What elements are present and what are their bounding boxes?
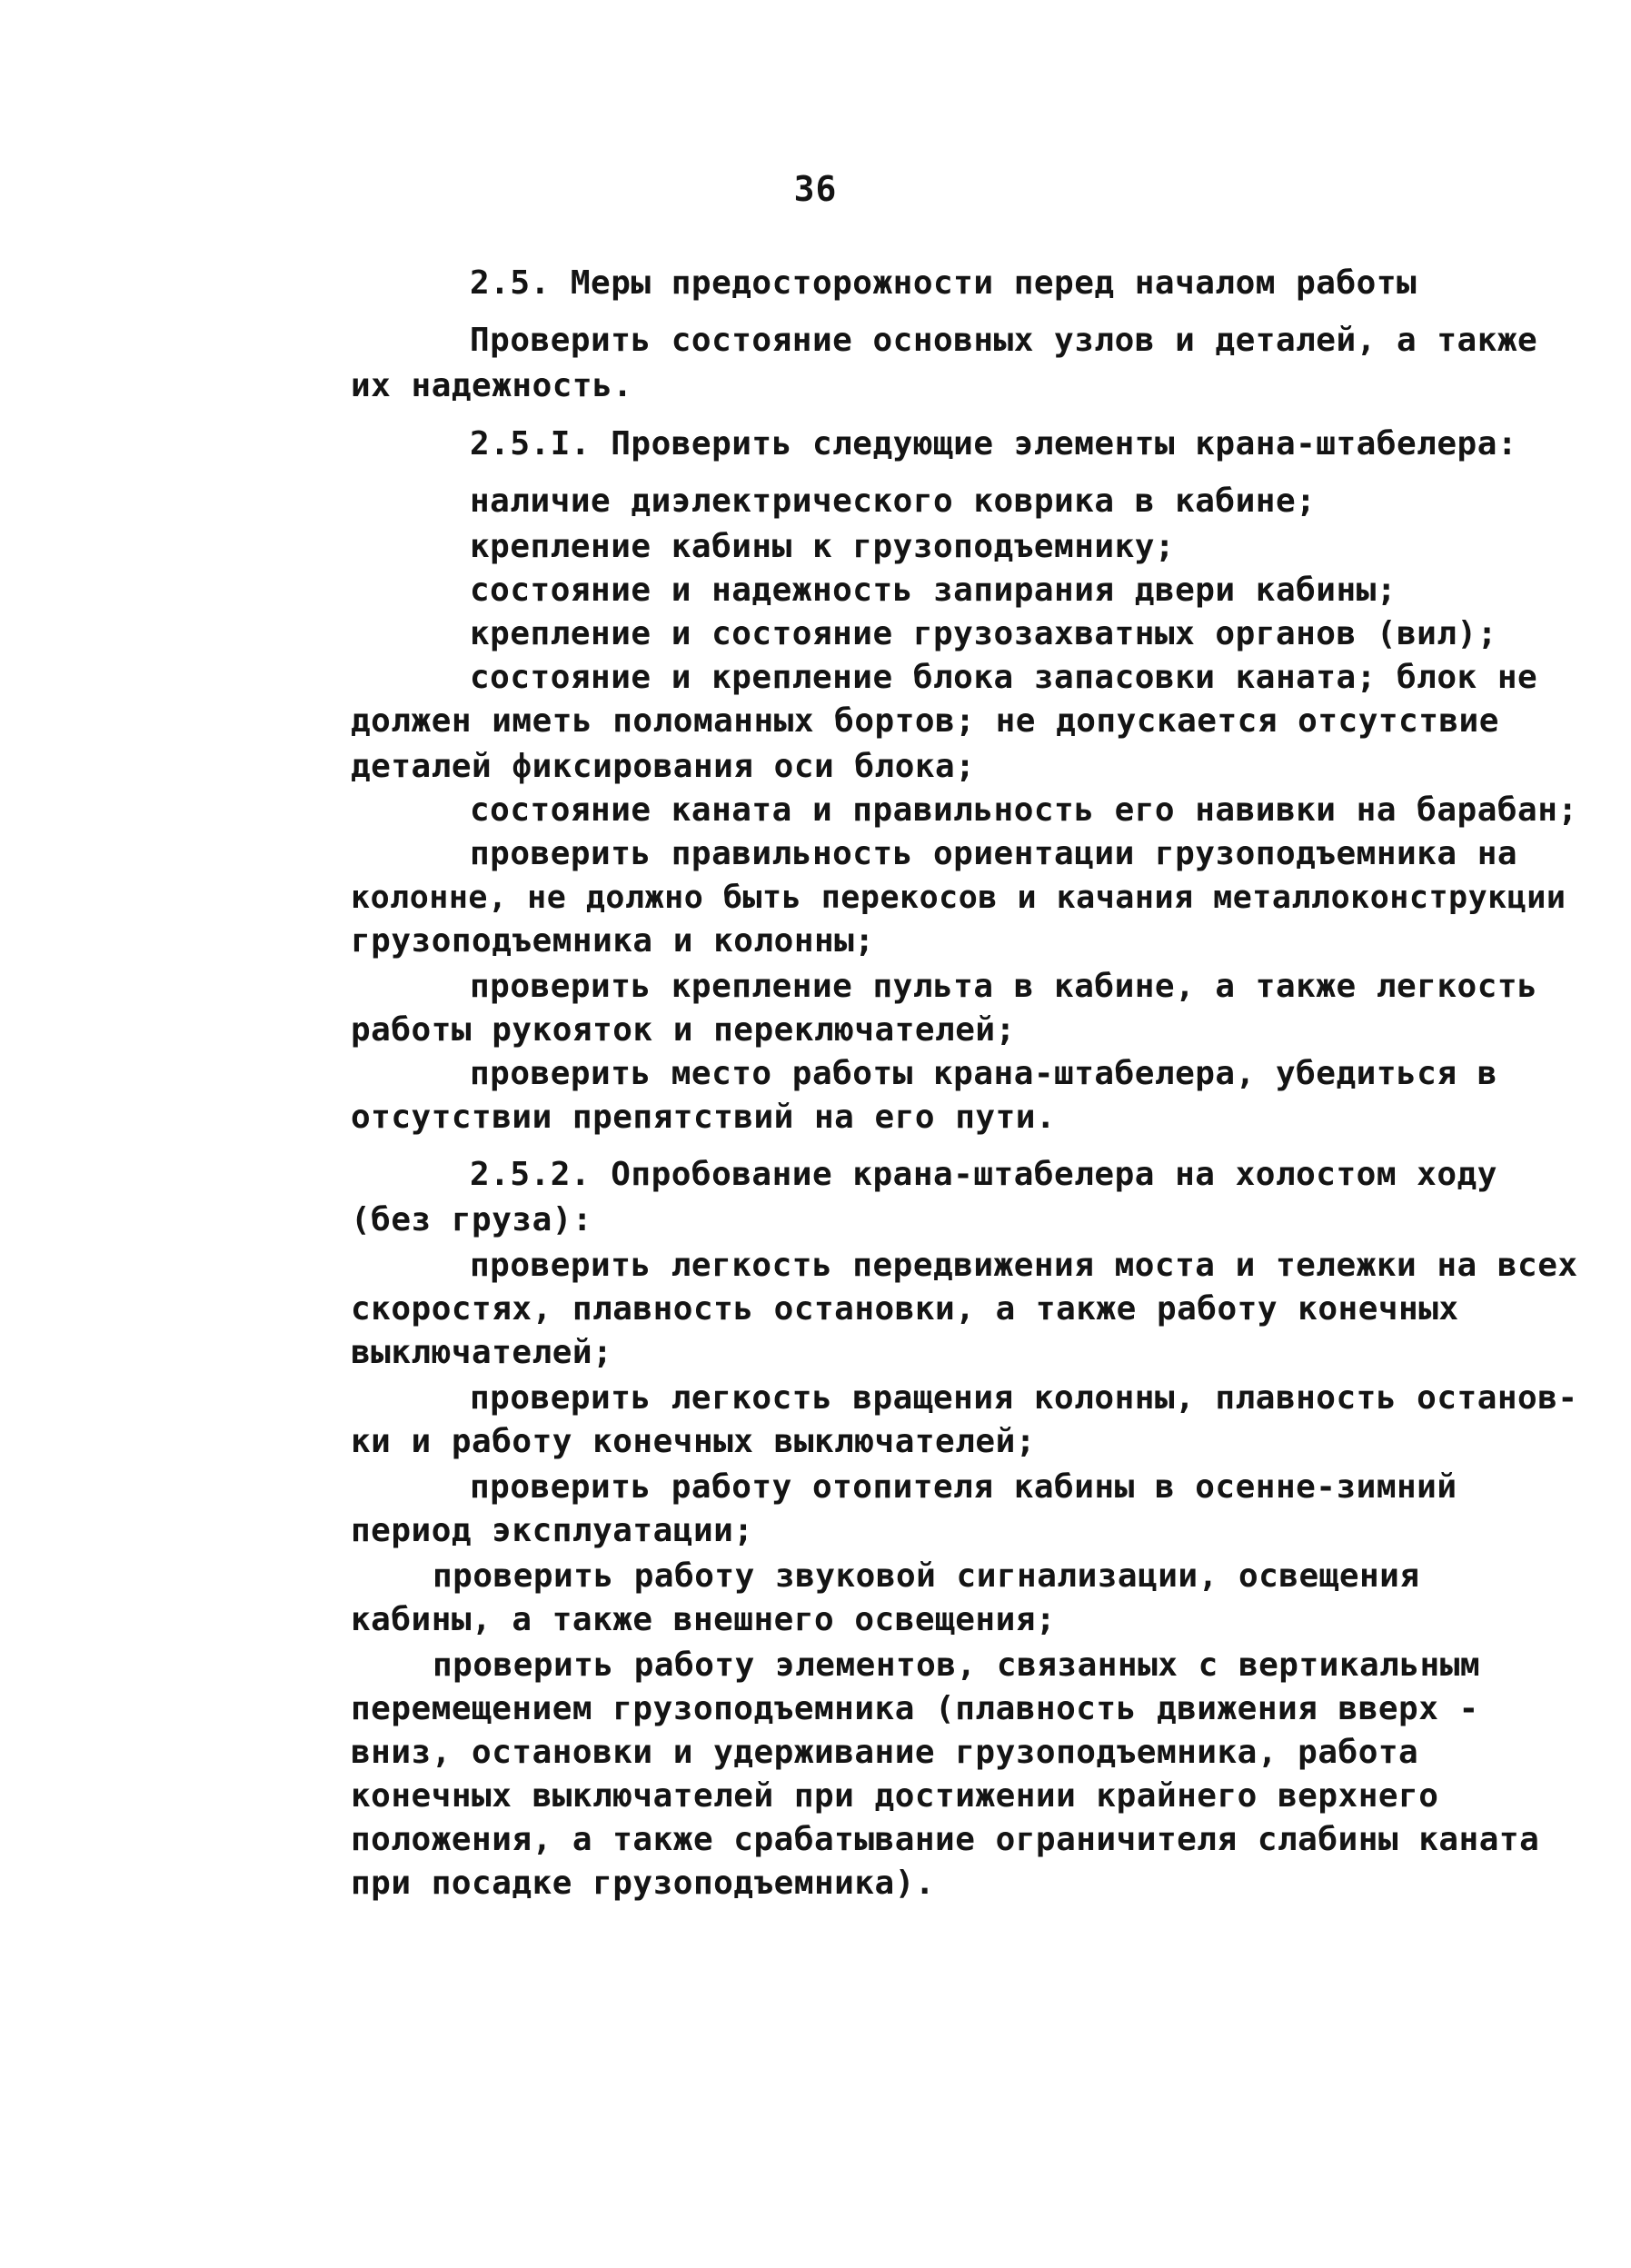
list-item: проверить работу звуковой сигнализации, освещения: [433, 1557, 1420, 1595]
text-line: их надежность.: [351, 367, 633, 404]
text-line: конечных выключателей при достижении крайнего верхнего: [351, 1777, 1439, 1815]
list-item: проверить крепление пульта в кабине, а также легкость: [470, 968, 1538, 1005]
text-line: должен иметь поломанных бортов; не допускается отсутствие: [351, 702, 1499, 740]
text-line: положения, а также срабатывание ограничителя слабины каната: [351, 1821, 1540, 1858]
subsection-heading: 2.5.2. Опробование крана-штабелера на холостом ходу: [470, 1156, 1497, 1193]
subsection-heading: 2.5.I. Проверить следующие элементы крана-штабелера:: [470, 425, 1518, 463]
text-line: (без груза):: [351, 1201, 593, 1238]
list-item: проверить место работы крана-штабелера, убедиться в: [470, 1055, 1497, 1092]
list-item: крепление кабины к грузоподъемнику;: [470, 528, 1176, 565]
list-item: проверить легкость вращения колонны, плавность останов-: [470, 1379, 1578, 1417]
text-line: Проверить состояние основных узлов и деталей, а также: [470, 322, 1538, 359]
text-line: выключателей;: [351, 1334, 613, 1371]
list-item: наличие диэлектрического коврика в кабине;: [470, 482, 1317, 520]
list-item: состояние каната и правильность его навивки на барабан;: [470, 791, 1578, 829]
list-item: крепление и состояние грузозахватных органов (вил);: [470, 615, 1497, 652]
text-line: ки и работу конечных выключателей;: [351, 1423, 1036, 1460]
text-line: при посадке грузоподъемника).: [351, 1865, 936, 1902]
page-number: 36: [793, 169, 838, 209]
text-line: грузоподъемника и колонны;: [351, 922, 875, 960]
list-item: проверить легкость передвижения моста и тележки на всех: [470, 1247, 1578, 1284]
text-line: отсутствии препятствий на его пути.: [351, 1099, 1057, 1136]
list-item: состояние и надежность запирания двери кабины;: [470, 572, 1397, 609]
text-line: период эксплуатации;: [351, 1512, 754, 1549]
list-item: проверить правильность ориентации грузоподъемника на: [470, 835, 1518, 872]
text-line: кабины, а также внешнего освещения;: [351, 1601, 1057, 1638]
text-line: деталей фиксирования оси блока;: [351, 748, 976, 785]
list-item: проверить работу отопителя кабины в осенне-зимний: [470, 1468, 1457, 1506]
list-item: проверить работу элементов, связанных с вертикальным: [433, 1646, 1481, 1684]
text-line: вниз, остановки и удерживание грузоподъемника, работа: [351, 1734, 1419, 1771]
section-heading: 2.5. Меры предосторожности перед началом работы: [470, 264, 1417, 302]
text-line: перемещением грузоподъемника (плавность движения вверх -: [351, 1690, 1479, 1727]
list-item: состояние и крепление блока запасовки каната; блок не: [470, 659, 1538, 696]
text-line: работы рукояток и переключателей;: [351, 1011, 1016, 1049]
text-line: скоростях, плавность остановки, а также работу конечных: [351, 1290, 1459, 1328]
text-line: колонне, не должно быть перекосов и качания металлоконструкции: [351, 880, 1566, 916]
